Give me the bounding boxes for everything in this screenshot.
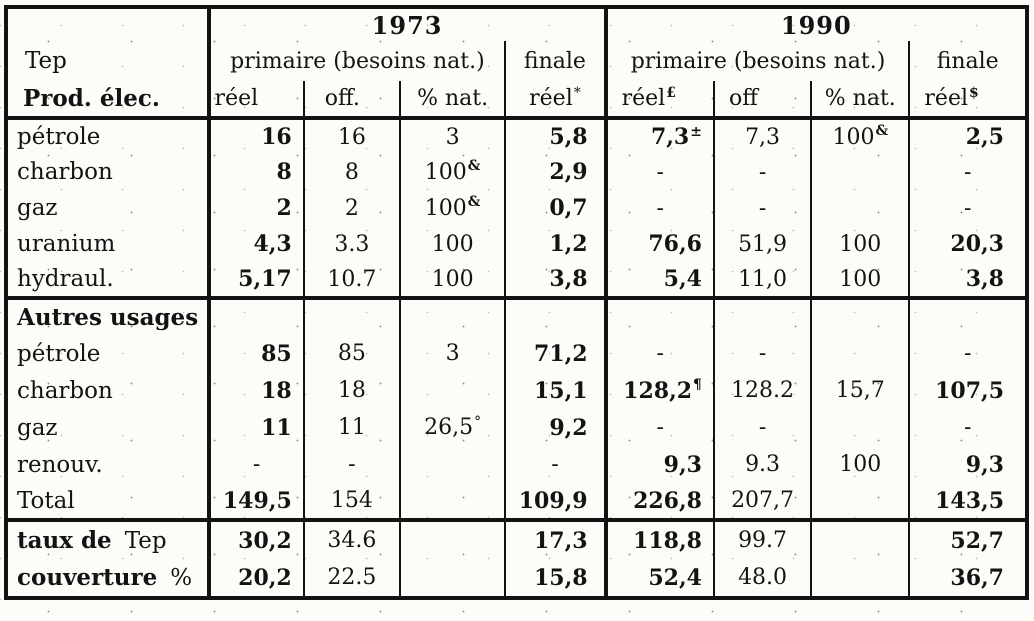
col-pct-1990: % nat. [811, 81, 909, 118]
row-label-text: gaz [17, 195, 58, 221]
data-cell [606, 298, 714, 335]
cell-value: - [656, 195, 664, 221]
data-cell [909, 335, 1027, 372]
data-cell [714, 446, 811, 483]
data-cell [304, 483, 400, 520]
data-cell [209, 190, 304, 226]
cell-value: 3,8 [549, 266, 588, 292]
data-cell [400, 409, 505, 446]
data-cell [714, 372, 811, 409]
row-label [6, 372, 209, 409]
cell-value: 100 [839, 452, 882, 477]
data-cell [714, 559, 811, 598]
data-cell [304, 446, 400, 483]
data-cell [909, 372, 1027, 409]
cell-value: 128.2 [731, 378, 795, 403]
cell-value: 10.7 [327, 266, 377, 292]
cell-value: 7,3 [650, 124, 690, 150]
cell-value: 71,2 [534, 340, 588, 367]
data-cell [304, 262, 400, 298]
data-cell [209, 226, 304, 262]
data-cell [714, 226, 811, 262]
data-cell [811, 262, 909, 298]
data-cell [505, 154, 605, 190]
cell-value: 100 [431, 266, 474, 292]
footnote-mark: & [875, 123, 889, 140]
cell-value: 4,3 [253, 231, 292, 257]
data-cell [209, 520, 304, 559]
col-reel-1973 [209, 81, 304, 118]
data-cell [400, 154, 505, 190]
table-row-autres-usages-2 [6, 372, 1027, 409]
data-cell [714, 409, 811, 446]
cell-value: 2 [344, 195, 359, 221]
data-cell [606, 520, 714, 559]
row-label-text: couverture [17, 564, 158, 591]
data-cell [400, 372, 505, 409]
table-row-prod-elec-0 [6, 118, 1027, 154]
row-label [6, 335, 209, 372]
data-cell [209, 298, 304, 335]
data-cell [400, 118, 505, 154]
data-cell [400, 520, 505, 559]
data-cell [209, 262, 304, 298]
col-pct-1973: % nat. [400, 81, 505, 118]
data-cell [304, 118, 400, 154]
data-cell [811, 154, 909, 190]
data-cell [811, 298, 909, 335]
data-cell [714, 483, 811, 520]
table-row-autres-usages-4 [6, 446, 1027, 483]
data-cell [909, 226, 1027, 262]
cell-value: 51,9 [738, 231, 788, 257]
data-cell [304, 559, 400, 598]
cell-value: 22.5 [327, 565, 377, 590]
table-row-autres-usages-1 [6, 335, 1027, 372]
cell-value: 11,0 [738, 266, 788, 292]
row-label-text: taux de [17, 527, 112, 554]
cell-value: 149,5 [222, 487, 292, 514]
footnote-mark: ± [690, 123, 702, 140]
year-1973-header: 1973 [371, 10, 443, 40]
cell-value: 100 [832, 124, 875, 150]
col-label: réel [924, 86, 968, 111]
data-cell [304, 298, 400, 335]
cell-value: 107,5 [935, 377, 1004, 404]
cell-value: 26,5 [424, 415, 474, 440]
data-cell [909, 118, 1027, 154]
data-cell [505, 118, 605, 154]
col-off-1990: off [714, 81, 811, 118]
row-label [6, 520, 209, 559]
table-body [6, 118, 1027, 598]
cell-value: 36,7 [950, 564, 1004, 591]
cell-value: - [656, 159, 664, 185]
cell-value: 100 [839, 231, 882, 257]
row-label-text: hydraul. [17, 266, 114, 292]
data-cell [505, 335, 605, 372]
row-label-text: charbon [17, 159, 113, 185]
data-cell [505, 520, 605, 559]
footnote-mark: ° [474, 413, 482, 430]
data-cell [209, 559, 304, 598]
cell-value: 11 [261, 414, 292, 441]
data-cell [811, 409, 909, 446]
data-cell [714, 335, 811, 372]
cell-value: 16 [261, 124, 292, 150]
data-cell [505, 372, 605, 409]
cell-value: 9.3 [745, 452, 781, 477]
data-cell [714, 190, 811, 226]
data-cell [909, 154, 1027, 190]
data-cell [811, 226, 909, 262]
header-year-row [6, 7, 1027, 41]
cell-value: - [551, 452, 559, 477]
data-cell [811, 372, 909, 409]
cell-value: 5,17 [238, 266, 292, 292]
data-cell [714, 520, 811, 559]
cell-value: 34.6 [327, 528, 377, 553]
footnote-mark: & [467, 194, 481, 211]
footnote-mark-asterisk: * [573, 84, 581, 101]
data-cell [209, 335, 304, 372]
row-label-text: charbon [17, 377, 113, 404]
cell-value: 15,1 [534, 377, 588, 404]
row-label [6, 409, 209, 446]
cell-value: 128,2 [623, 377, 693, 404]
data-cell [209, 118, 304, 154]
data-cell [606, 118, 714, 154]
row-label-suffix: Tep [124, 528, 167, 554]
data-cell [811, 190, 909, 226]
cell-value: - [963, 341, 972, 366]
primaire-1990-header: primaire (besoins nat.) [606, 41, 910, 81]
data-cell [606, 559, 714, 598]
cell-value: - [348, 452, 356, 477]
cell-value: - [758, 415, 767, 440]
col-finale-reel-1990 [909, 81, 1027, 118]
cell-value: 5,4 [663, 266, 702, 292]
data-cell [209, 154, 304, 190]
data-cell [304, 154, 400, 190]
footnote-mark-dollar: $ [969, 84, 979, 101]
cell-value: 0,7 [549, 195, 588, 221]
cell-value: - [963, 195, 972, 221]
col-label: réel [621, 86, 666, 111]
data-cell [714, 298, 811, 335]
table-row-prod-elec-4 [6, 262, 1027, 298]
corner-section-label: Prod. élec. [23, 85, 160, 112]
data-cell [400, 446, 505, 483]
data-cell [811, 520, 909, 559]
cell-value: 100 [431, 231, 474, 257]
col-off-1973: off. [304, 81, 400, 118]
row-label [6, 226, 209, 262]
data-cell [909, 520, 1027, 559]
data-cell [304, 226, 400, 262]
col-label: réel [529, 86, 573, 111]
data-cell [811, 335, 909, 372]
cell-value: 15,7 [835, 378, 885, 403]
data-cell [505, 446, 605, 483]
cell-value: 100 [424, 159, 467, 185]
data-cell [606, 409, 714, 446]
data-cell [909, 483, 1027, 520]
footnote-mark-pound: £ [666, 84, 676, 101]
finale-1973-header: finale [505, 41, 605, 81]
cell-value: 11 [337, 415, 366, 440]
data-cell [304, 190, 400, 226]
cell-value: 118,8 [633, 527, 702, 554]
cell-value: 52,7 [950, 527, 1004, 554]
data-cell [909, 190, 1027, 226]
data-cell [606, 190, 714, 226]
table-row-taux-de-couverture-0 [6, 520, 1027, 559]
cell-value: 2 [276, 195, 292, 221]
data-cell [714, 262, 811, 298]
col-label: réel [214, 86, 259, 111]
data-cell [400, 262, 505, 298]
data-cell [811, 446, 909, 483]
table-row-autres-usages-3 [6, 409, 1027, 446]
cell-value: 100 [839, 266, 882, 292]
cell-value: - [963, 159, 972, 185]
data-cell [304, 372, 400, 409]
data-cell [400, 226, 505, 262]
data-cell [606, 483, 714, 520]
data-cell [400, 559, 505, 598]
data-cell [505, 559, 605, 598]
cell-value: 1,2 [549, 231, 588, 257]
data-cell [606, 446, 714, 483]
data-cell [505, 262, 605, 298]
table-row-autres-usages-5 [6, 483, 1027, 520]
cell-value: 52,4 [648, 564, 702, 591]
row-label-text: Autres usages [17, 304, 199, 331]
row-label-text: uranium [17, 231, 116, 257]
cell-value: 109,9 [518, 487, 588, 514]
cell-value: 48.0 [738, 565, 788, 590]
row-label-text: pétrole [17, 124, 101, 150]
col-reel-1990 [606, 81, 714, 118]
data-cell [209, 446, 304, 483]
cell-value: 3 [445, 124, 460, 150]
table-row-autres-usages-0 [6, 298, 1027, 335]
row-label [6, 262, 209, 298]
data-cell [304, 520, 400, 559]
table-row-taux-de-couverture-1 [6, 559, 1027, 598]
data-cell [909, 409, 1027, 446]
corner-unit-label: Tep [25, 48, 67, 74]
data-cell [606, 335, 714, 372]
row-label [6, 118, 209, 154]
cell-value: - [758, 195, 767, 221]
row-label [6, 298, 209, 335]
data-cell [714, 154, 811, 190]
cell-value: 143,5 [935, 487, 1004, 514]
cell-value: 85 [337, 341, 366, 366]
data-cell [606, 372, 714, 409]
data-cell [606, 262, 714, 298]
cell-value: 154 [330, 488, 373, 513]
row-label [6, 483, 209, 520]
row-label [6, 154, 209, 190]
data-cell [714, 118, 811, 154]
cell-value: 18 [261, 377, 292, 404]
corner-cell [6, 7, 209, 118]
cell-value: 18 [337, 378, 366, 403]
data-cell [909, 446, 1027, 483]
cell-value: - [656, 341, 664, 366]
cell-value: 2,5 [965, 124, 1004, 150]
cell-value: - [758, 159, 767, 185]
row-label-text: gaz [17, 414, 58, 441]
data-cell [209, 483, 304, 520]
data-cell [606, 154, 714, 190]
energy-table [4, 5, 1029, 600]
row-label [6, 446, 209, 483]
row-label-text: renouv. [17, 451, 103, 478]
data-cell [505, 409, 605, 446]
primaire-1973-header: primaire (besoins nat.) [230, 48, 485, 74]
year-1990-header: 1990 [606, 7, 1027, 41]
data-cell [505, 298, 605, 335]
finale-1990-header: finale [909, 41, 1027, 81]
data-cell [606, 226, 714, 262]
cell-value: 3,8 [965, 266, 1004, 292]
data-cell [209, 409, 304, 446]
table-row-prod-elec-2 [6, 190, 1027, 226]
data-cell [505, 226, 605, 262]
cell-value: 5,8 [549, 124, 588, 150]
cell-value: 20,2 [238, 564, 292, 591]
row-label-text: pétrole [17, 340, 101, 367]
row-label [6, 190, 209, 226]
cell-value: 7,3 [745, 124, 781, 150]
data-cell [811, 118, 909, 154]
data-cell [304, 335, 400, 372]
cell-value: 207,7 [731, 488, 795, 513]
footnote-mark: & [467, 158, 481, 175]
cell-value: 30,2 [238, 527, 292, 554]
cell-value: 9,2 [549, 414, 588, 441]
cell-value: 2,9 [549, 159, 588, 185]
cell-value: 3.3 [334, 231, 370, 257]
data-cell [909, 559, 1027, 598]
data-cell [209, 372, 304, 409]
cell-value: 15,8 [534, 564, 588, 591]
data-cell [304, 409, 400, 446]
data-cell [505, 190, 605, 226]
data-cell [505, 483, 605, 520]
row-label [6, 559, 209, 598]
data-cell [811, 559, 909, 598]
data-cell [909, 298, 1027, 335]
cell-value: 99.7 [738, 528, 788, 553]
cell-value: 8 [344, 159, 359, 185]
cell-value: 9,3 [965, 451, 1004, 478]
row-label-suffix: % [170, 565, 193, 591]
cell-value: 16 [337, 124, 366, 150]
data-cell [400, 298, 505, 335]
footnote-mark: ¶ [693, 377, 702, 394]
cell-value: 85 [261, 340, 292, 367]
cell-value: 3 [445, 341, 460, 366]
cell-value: 226,8 [633, 487, 702, 514]
data-cell [400, 190, 505, 226]
cell-value: 17,3 [534, 527, 588, 554]
col-finale-reel-1973 [505, 81, 605, 118]
cell-value: 20,3 [950, 231, 1004, 257]
cell-value: - [963, 415, 972, 440]
cell-value: 100 [424, 195, 467, 221]
cell-value: 8 [276, 159, 292, 185]
cell-value: 76,6 [648, 231, 702, 257]
table-header [6, 7, 1027, 118]
data-cell [811, 483, 909, 520]
row-label-text: Total [17, 487, 75, 514]
cell-value: - [758, 341, 767, 366]
data-cell [400, 335, 505, 372]
data-cell [909, 262, 1027, 298]
cell-value: - [252, 452, 261, 477]
cell-value: - [656, 415, 664, 440]
table-row-prod-elec-3 [6, 226, 1027, 262]
cell-value: 9,3 [663, 451, 702, 478]
data-cell [400, 483, 505, 520]
table-row-prod-elec-1 [6, 154, 1027, 190]
